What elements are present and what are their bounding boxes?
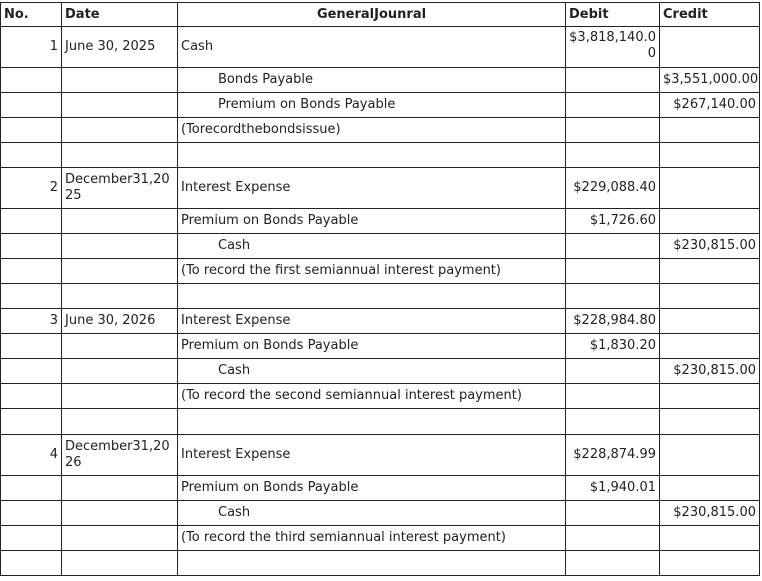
header-date: Date [62,3,178,27]
account-name: Interest Expense [178,168,566,209]
credit-amount [660,209,760,234]
account-name: Premium on Bonds Payable [178,476,566,501]
account-name: Premium on Bonds Payable [178,209,566,234]
credit-amount [660,168,760,209]
empty-cell [1,334,62,359]
empty-cell [660,259,760,284]
memo-row [1,526,760,551]
empty-cell [660,526,760,551]
credit-amount [660,435,760,476]
credit-amount [660,476,760,501]
journal-row [1,476,760,501]
empty-cell [62,359,178,384]
empty-cell [62,209,178,234]
journal-row [1,435,760,476]
debit-amount: $3,818,140.00 [566,27,660,68]
debit-amount [566,93,660,118]
general-journal-table [0,2,760,576]
blank-row [1,551,760,576]
account-name: Cash [178,234,566,259]
empty-cell [62,334,178,359]
entry-memo: (To record the second semiannual interest payment) [178,384,566,409]
entry-date: December31,2025 [62,168,178,209]
debit-amount: $1,830.20 [566,334,660,359]
empty-cell [62,68,178,93]
journal-row [1,234,760,259]
debit-amount: $1,726.60 [566,209,660,234]
entry-number: 3 [1,309,62,334]
entry-memo: (To record the first semiannual interest payment) [178,259,566,284]
entry-date: June 30, 2025 [62,27,178,68]
journal-row [1,93,760,118]
journal-row [1,501,760,526]
entry-number: 4 [1,435,62,476]
blank-row [1,143,760,168]
empty-cell [62,259,178,284]
entry-memo: (To record the third semiannual interest payment) [178,526,566,551]
debit-amount [566,501,660,526]
empty-cell [1,118,62,143]
empty-cell [1,384,62,409]
empty-cell [660,118,760,143]
account-name: Cash [178,501,566,526]
empty-cell [1,259,62,284]
header-row [1,3,760,27]
blank-row [1,284,760,309]
debit-amount [566,359,660,384]
debit-amount: $228,874.99 [566,435,660,476]
empty-cell [1,476,62,501]
memo-row [1,259,760,284]
memo-row [1,384,760,409]
empty-cell [1,68,62,93]
entry-date: June 30, 2026 [62,309,178,334]
credit-amount [660,334,760,359]
empty-cell [566,526,660,551]
credit-amount: $230,815.00 [660,359,760,384]
empty-cell [62,118,178,143]
empty-cell [566,259,660,284]
debit-amount [566,68,660,93]
debit-amount: $1,940.01 [566,476,660,501]
header-no: No. [1,3,62,27]
credit-amount: $3,551,000.00 [660,68,760,93]
header-account: GeneralJounral [178,3,566,27]
empty-cell [1,359,62,384]
journal-row [1,68,760,93]
empty-cell [1,234,62,259]
journal-row [1,168,760,209]
empty-cell [62,384,178,409]
empty-cell [1,209,62,234]
empty-cell [1,501,62,526]
empty-cell [62,476,178,501]
empty-cell [660,384,760,409]
header-credit: Credit [660,3,760,27]
account-name: Premium on Bonds Payable [178,93,566,118]
entry-number: 1 [1,27,62,68]
empty-cell [1,93,62,118]
debit-amount: $229,088.40 [566,168,660,209]
header-debit: Debit [566,3,660,27]
credit-amount: $230,815.00 [660,501,760,526]
journal-row [1,359,760,384]
debit-amount: $228,984.80 [566,309,660,334]
entry-number: 2 [1,168,62,209]
empty-cell [62,501,178,526]
empty-cell [62,93,178,118]
entry-date: December31,2026 [62,435,178,476]
account-name: Cash [178,359,566,384]
empty-cell [566,384,660,409]
empty-cell [566,118,660,143]
account-name: Interest Expense [178,309,566,334]
journal-row [1,27,760,68]
blank-row [1,409,760,435]
empty-cell [62,234,178,259]
account-name: Interest Expense [178,435,566,476]
account-name: Premium on Bonds Payable [178,334,566,359]
credit-amount [660,27,760,68]
credit-amount [660,309,760,334]
account-name: Cash [178,27,566,68]
empty-cell [62,526,178,551]
journal-row [1,309,760,334]
memo-row [1,118,760,143]
credit-amount: $230,815.00 [660,234,760,259]
debit-amount [566,234,660,259]
account-name: Bonds Payable [178,68,566,93]
credit-amount: $267,140.00 [660,93,760,118]
entry-memo: (Torecordthebondsissue) [178,118,566,143]
journal-row [1,209,760,234]
empty-cell [1,526,62,551]
journal-row [1,334,760,359]
